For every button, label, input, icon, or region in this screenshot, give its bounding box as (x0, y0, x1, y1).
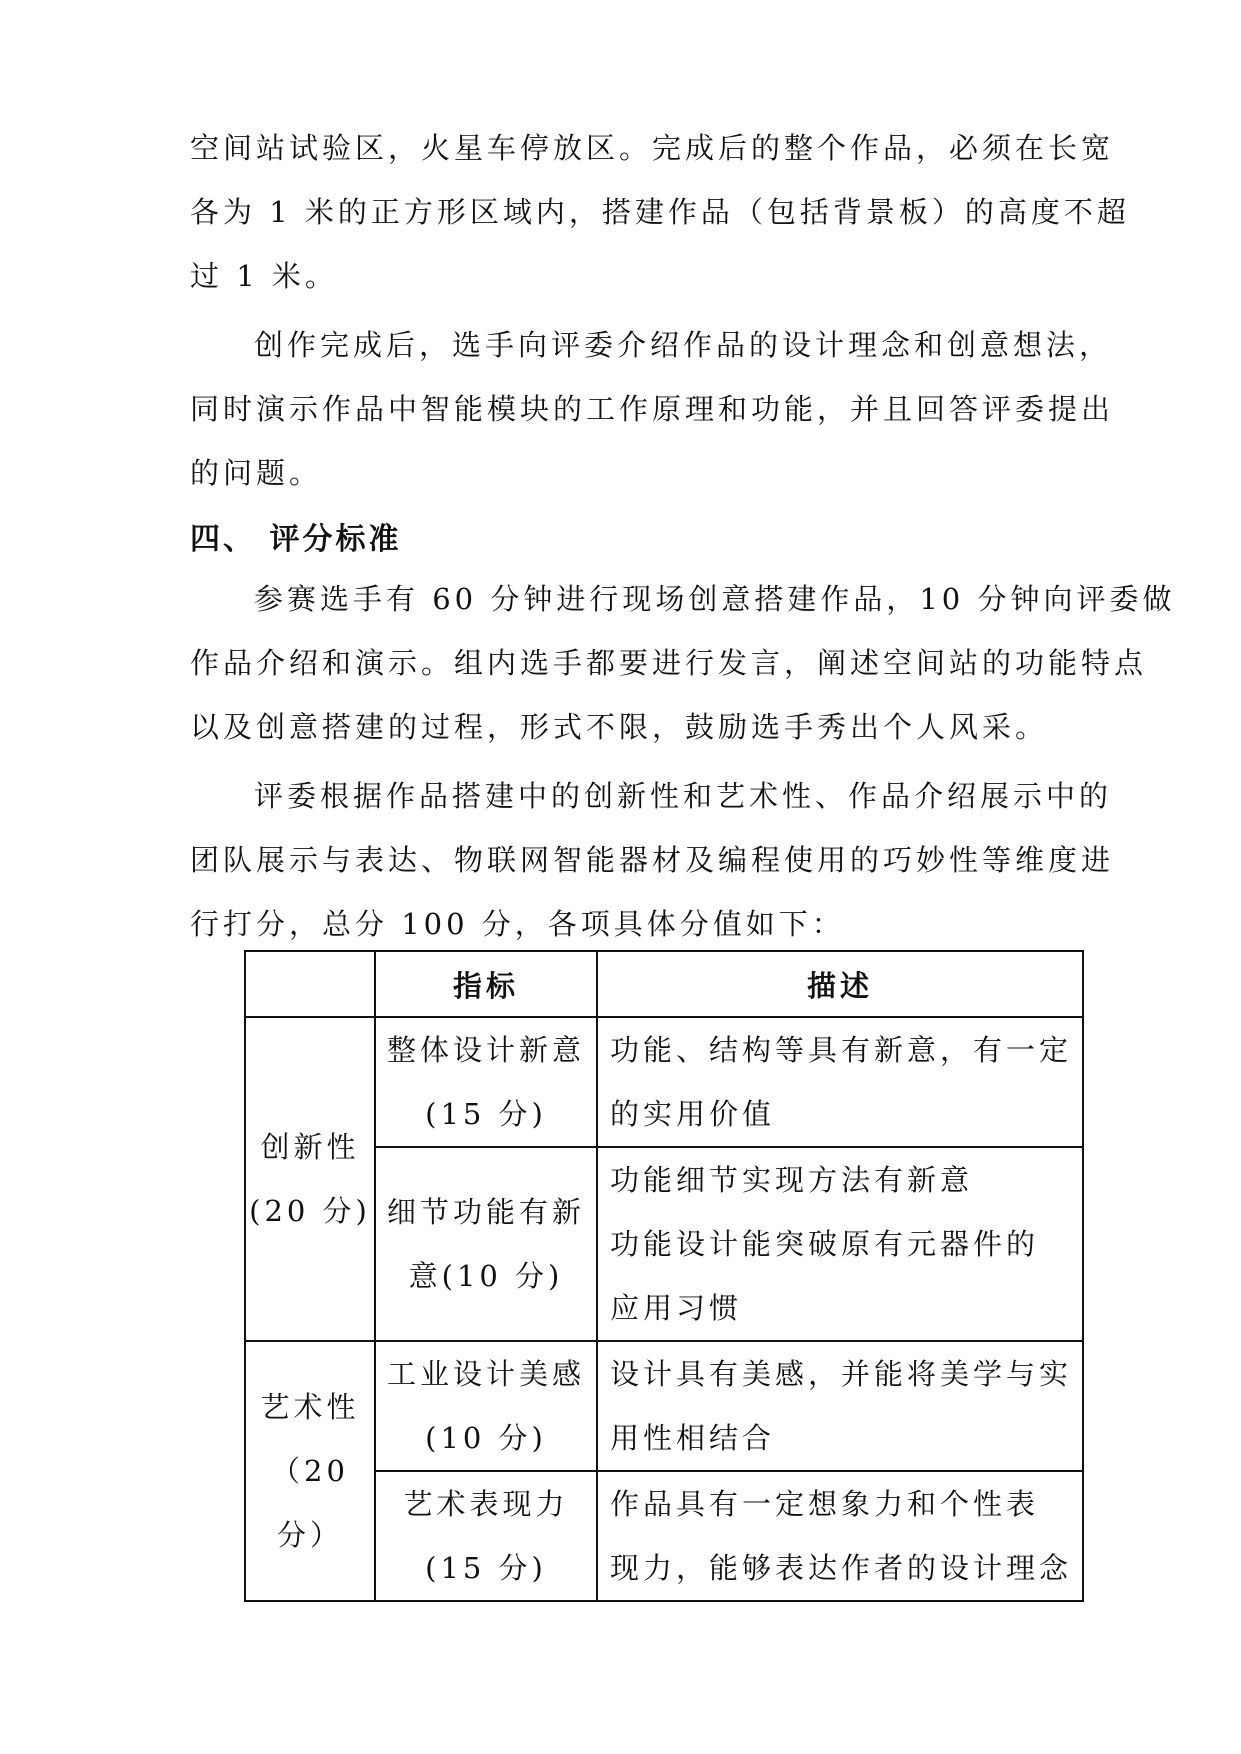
section-heading: 四、 评分标准 (190, 522, 402, 557)
description-cell (597, 1341, 1083, 1471)
description-cell (597, 1147, 1083, 1341)
description-line: 功能、结构等具有新意，有一定 (610, 1033, 1073, 1067)
text-line: 行打分，总分 100 分，各项具体分值如下： (190, 907, 845, 941)
description-line: 的实用价值 (610, 1097, 776, 1131)
text-line: 的问题。 (190, 456, 323, 490)
description-line: 设计具有美感，并能将美学与实 (610, 1357, 1073, 1391)
indicator-line: 意(10 分) (408, 1259, 564, 1293)
text-line: 作品介绍和演示。组内选手都要进行发言，阐述空间站的功能特点 (190, 646, 1148, 680)
paragraph-presentation (190, 313, 1115, 505)
table-header-blank (245, 951, 375, 1017)
indicator-line: (15 分) (425, 1551, 547, 1585)
category-innovation (245, 1017, 375, 1341)
text-line: 各为 1 米的正方形区域内，搭建作品（包括背景板）的高度不超 (190, 195, 1130, 229)
category-line: 创新性 (260, 1130, 360, 1164)
indicator-line: (10 分) (425, 1421, 547, 1455)
indicator-line: 细节功能有新 (386, 1195, 585, 1229)
text-line: 以及创意搭建的过程，形式不限，鼓励选手秀出个人风采。 (190, 710, 1049, 744)
indicator-line: 艺术表现力 (403, 1487, 569, 1521)
description-line: 用性相结合 (610, 1421, 776, 1455)
text-line: 参赛选手有 60 分钟进行现场创意搭建作品，10 分钟向评委做 (254, 582, 1176, 616)
indicator-line: (15 分) (425, 1097, 547, 1131)
description-line: 作品具有一定想象力和个性表 (610, 1487, 1040, 1521)
description-line: 功能细节实现方法有新意 (610, 1163, 974, 1197)
text-line: 过 1 米。 (190, 259, 338, 293)
paragraph-venue-size (190, 116, 1130, 308)
category-line: （20 (271, 1454, 349, 1488)
text-line: 团队展示与表达、物联网智能器材及编程使用的巧妙性等维度进 (190, 843, 1115, 877)
paragraph-scoring-intro (190, 764, 1115, 956)
table-row (245, 1341, 1083, 1471)
paragraph-time-limits (190, 567, 1176, 759)
text-line: 同时演示作品中智能模块的工作原理和功能，并且回答评委提出 (190, 392, 1115, 426)
description-cell (597, 1471, 1083, 1601)
table-header-row (245, 951, 1083, 1017)
scoring-table (244, 950, 1084, 1602)
indicator-line: 工业设计美感 (386, 1357, 585, 1391)
indicator-cell (375, 1341, 597, 1471)
description-line: 应用习惯 (610, 1291, 743, 1325)
text-line: 创作完成后，选手向评委介绍作品的设计理念和创意想法， (254, 328, 1113, 362)
description-cell (597, 1017, 1083, 1147)
description-line: 功能设计能突破原有元器件的 (610, 1227, 1040, 1261)
category-line: 艺术性 (260, 1390, 360, 1424)
category-artistry (245, 1341, 375, 1601)
table-header-indicator: 指标 (375, 951, 597, 1017)
indicator-cell (375, 1147, 597, 1341)
category-line: (20 分) (249, 1194, 371, 1228)
indicator-cell (375, 1471, 597, 1601)
indicator-cell (375, 1017, 597, 1147)
category-line: 分） (276, 1518, 343, 1552)
table-row (245, 1017, 1083, 1147)
description-line: 现力，能够表达作者的设计理念 (610, 1551, 1073, 1585)
text-line: 评委根据作品搭建中的创新性和艺术性、作品介绍展示中的 (254, 779, 1113, 813)
indicator-line: 整体设计新意 (386, 1033, 585, 1067)
table-header-description: 描述 (597, 951, 1083, 1017)
text-line: 空间站试验区，火星车停放区。完成后的整个作品，必须在长宽 (190, 131, 1115, 165)
